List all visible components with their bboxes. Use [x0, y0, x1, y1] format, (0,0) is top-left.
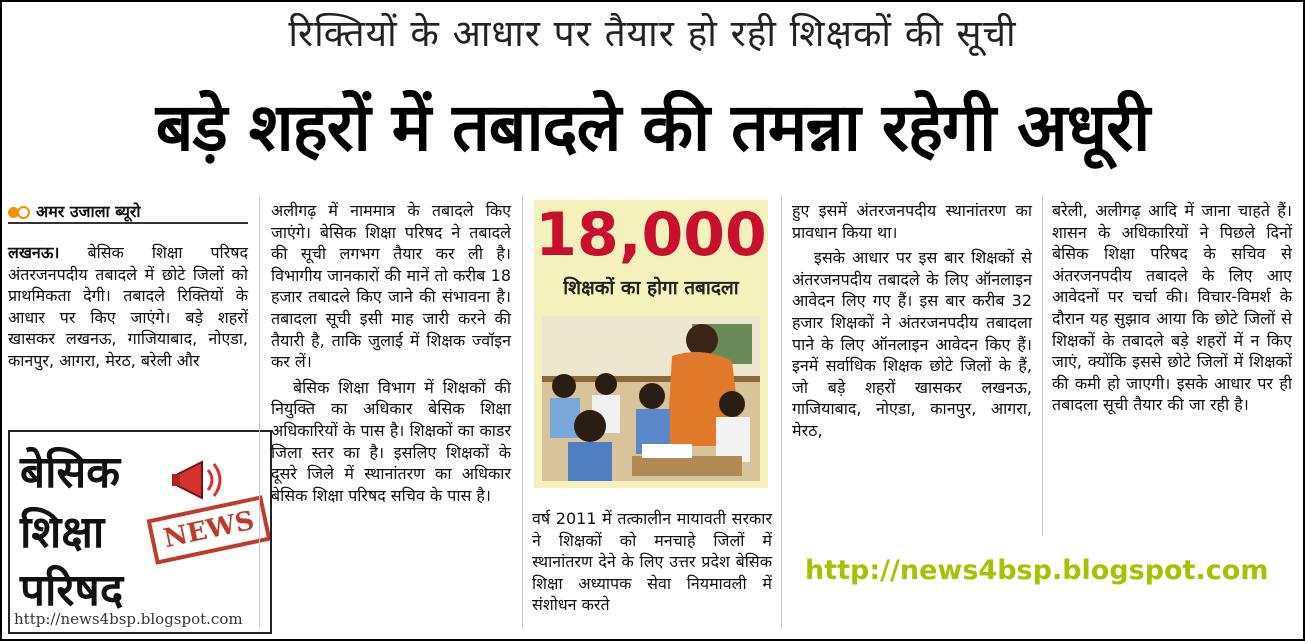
- logo-word-2: शिक्षा: [20, 507, 105, 558]
- article-kicker: रिक्तियों के आधार पर तैयार हो रही शिक्षकों की सूची: [288, 12, 1017, 55]
- column-2-paragraph-1: अलीगढ़ में नाममात्र के तबादले किए जाएंगे। बेसिक शिक्षा परिषद ने तबादले की सूची लगभग तैयार कर ली है। विभागीय जानकारों की मानें तो करीब 18 हजार तबादले किए जाने की संभावना है। तबादला सूची इसी माह जारी करने की तैयारी है, ताकि जुलाई में शिक्षक ज्वॉइन कर लें।: [271, 201, 511, 372]
- article-column-1: [8, 242, 248, 372]
- bullet-ring-icon: [17, 206, 30, 219]
- logo-word-3: परिषद: [20, 565, 124, 616]
- column-rule: [781, 196, 782, 628]
- classroom-photo: [542, 316, 760, 481]
- column-5-text: बरेली, अलीगढ़ आदि में जाना चाहते हैं। शासन के अधिकारियों ने पिछले दिनों बेसिक शिक्षा परिषद के सचिव से अंतरजनपदीय तबादले के लिए आए आवेदनों पर चर्चा की। विचार-विमर्श के दौरान यह सुझाव आया कि छोटे जिलों से शिक्षकों के तबादले बड़े शहरों में न किए जाएं, क्योंकि इससे छोटे जिलों में शिक्षकों की कमी हो जाएगी। इसके आधार पर ही तबादला सूची तैयार की जा रही है।: [1052, 201, 1292, 415]
- article-column-2: [271, 200, 511, 506]
- watermark-url[interactable]: http://news4bsp.blogspot.com: [805, 555, 1269, 586]
- logo-url: http://news4bsp.blogspot.com: [14, 610, 243, 628]
- column-rule: [1042, 196, 1043, 536]
- column-4-paragraph-2: इसके आधार पर इस बार शिक्षकों से अंतरजनपदीय तबादले के लिए ऑनलाइन आवेदन लिए गए हैं। इस बार करीब 32 हजार शिक्षकों ने अंतरजनपदीय तबादला पाने के लिए ऑनलाइन आवेदन किए हैं। इनमें सर्वाधिक शिक्षक छोटे जिलों के हैं, जो बड़े शहरों खासकर लखनऊ, गाजियाबाद, नोएडा, कानपुर, आगरा, मेरठ,: [792, 248, 1032, 440]
- megaphone-icon: [172, 456, 228, 504]
- byline-text: अमर उजाला ब्यूरो: [36, 202, 141, 221]
- article-column-4: [792, 200, 1032, 442]
- factbox-caption: शिक्षकों का होगा तबादला: [563, 277, 739, 299]
- column-rule: [522, 196, 523, 628]
- column-3-text: वर्ष 2011 में तत्कालीन मायावती सरकार ने शिक्षकों को मनचाहे जिलों में स्थानांतरण देने के लिए उत्तर प्रदेश बेसिक शिक्षा अध्यापक सेवा नियमावली में संशोधन करते: [532, 509, 772, 615]
- article-column-5: [1052, 200, 1292, 416]
- dateline: लखनऊ।: [8, 243, 60, 262]
- news-stamp: NEWS: [147, 495, 272, 565]
- byline: [8, 200, 248, 224]
- factbox: [534, 200, 768, 488]
- logo-word-1: बेसिक: [20, 447, 121, 498]
- column-rule: [259, 196, 260, 628]
- column-2-paragraph-2: बेसिक शिक्षा विभाग में शिक्षकों की नियुक्ति का अधिकार बेसिक शिक्षा अधिकारियों के पास है। शिक्षकों का काडर जिला स्तर का है। इसलिए शिक्षकों के दूसरे जिले में स्थानांतरण का अधिकार बेसिक शिक्षा परिषद सचिव के पास है।: [271, 377, 511, 505]
- column-4-paragraph-1: हुए इसमें अंतरजनपदीय स्थानांतरण का प्रावधान किया था।: [792, 201, 1032, 242]
- news-logo: [8, 430, 272, 634]
- article-headline: बड़े शहरों में तबादले की तमन्ना रहेगी अधूरी: [155, 89, 1150, 166]
- article-column-3: [532, 508, 772, 616]
- column-1-text: बेसिक शिक्षा परिषद अंतरजनपदीय तबादले में छोटे जिलों को प्राथमिकता देगी। तबादले रिक्तियों के आधार पर किए जाएंगे। बड़े शहरों खासकर लखनऊ, गाजियाबाद, नोएडा, कानपुर, आगरा, मेरठ, बरेली और: [8, 243, 248, 370]
- factbox-number: 18,000: [535, 200, 767, 270]
